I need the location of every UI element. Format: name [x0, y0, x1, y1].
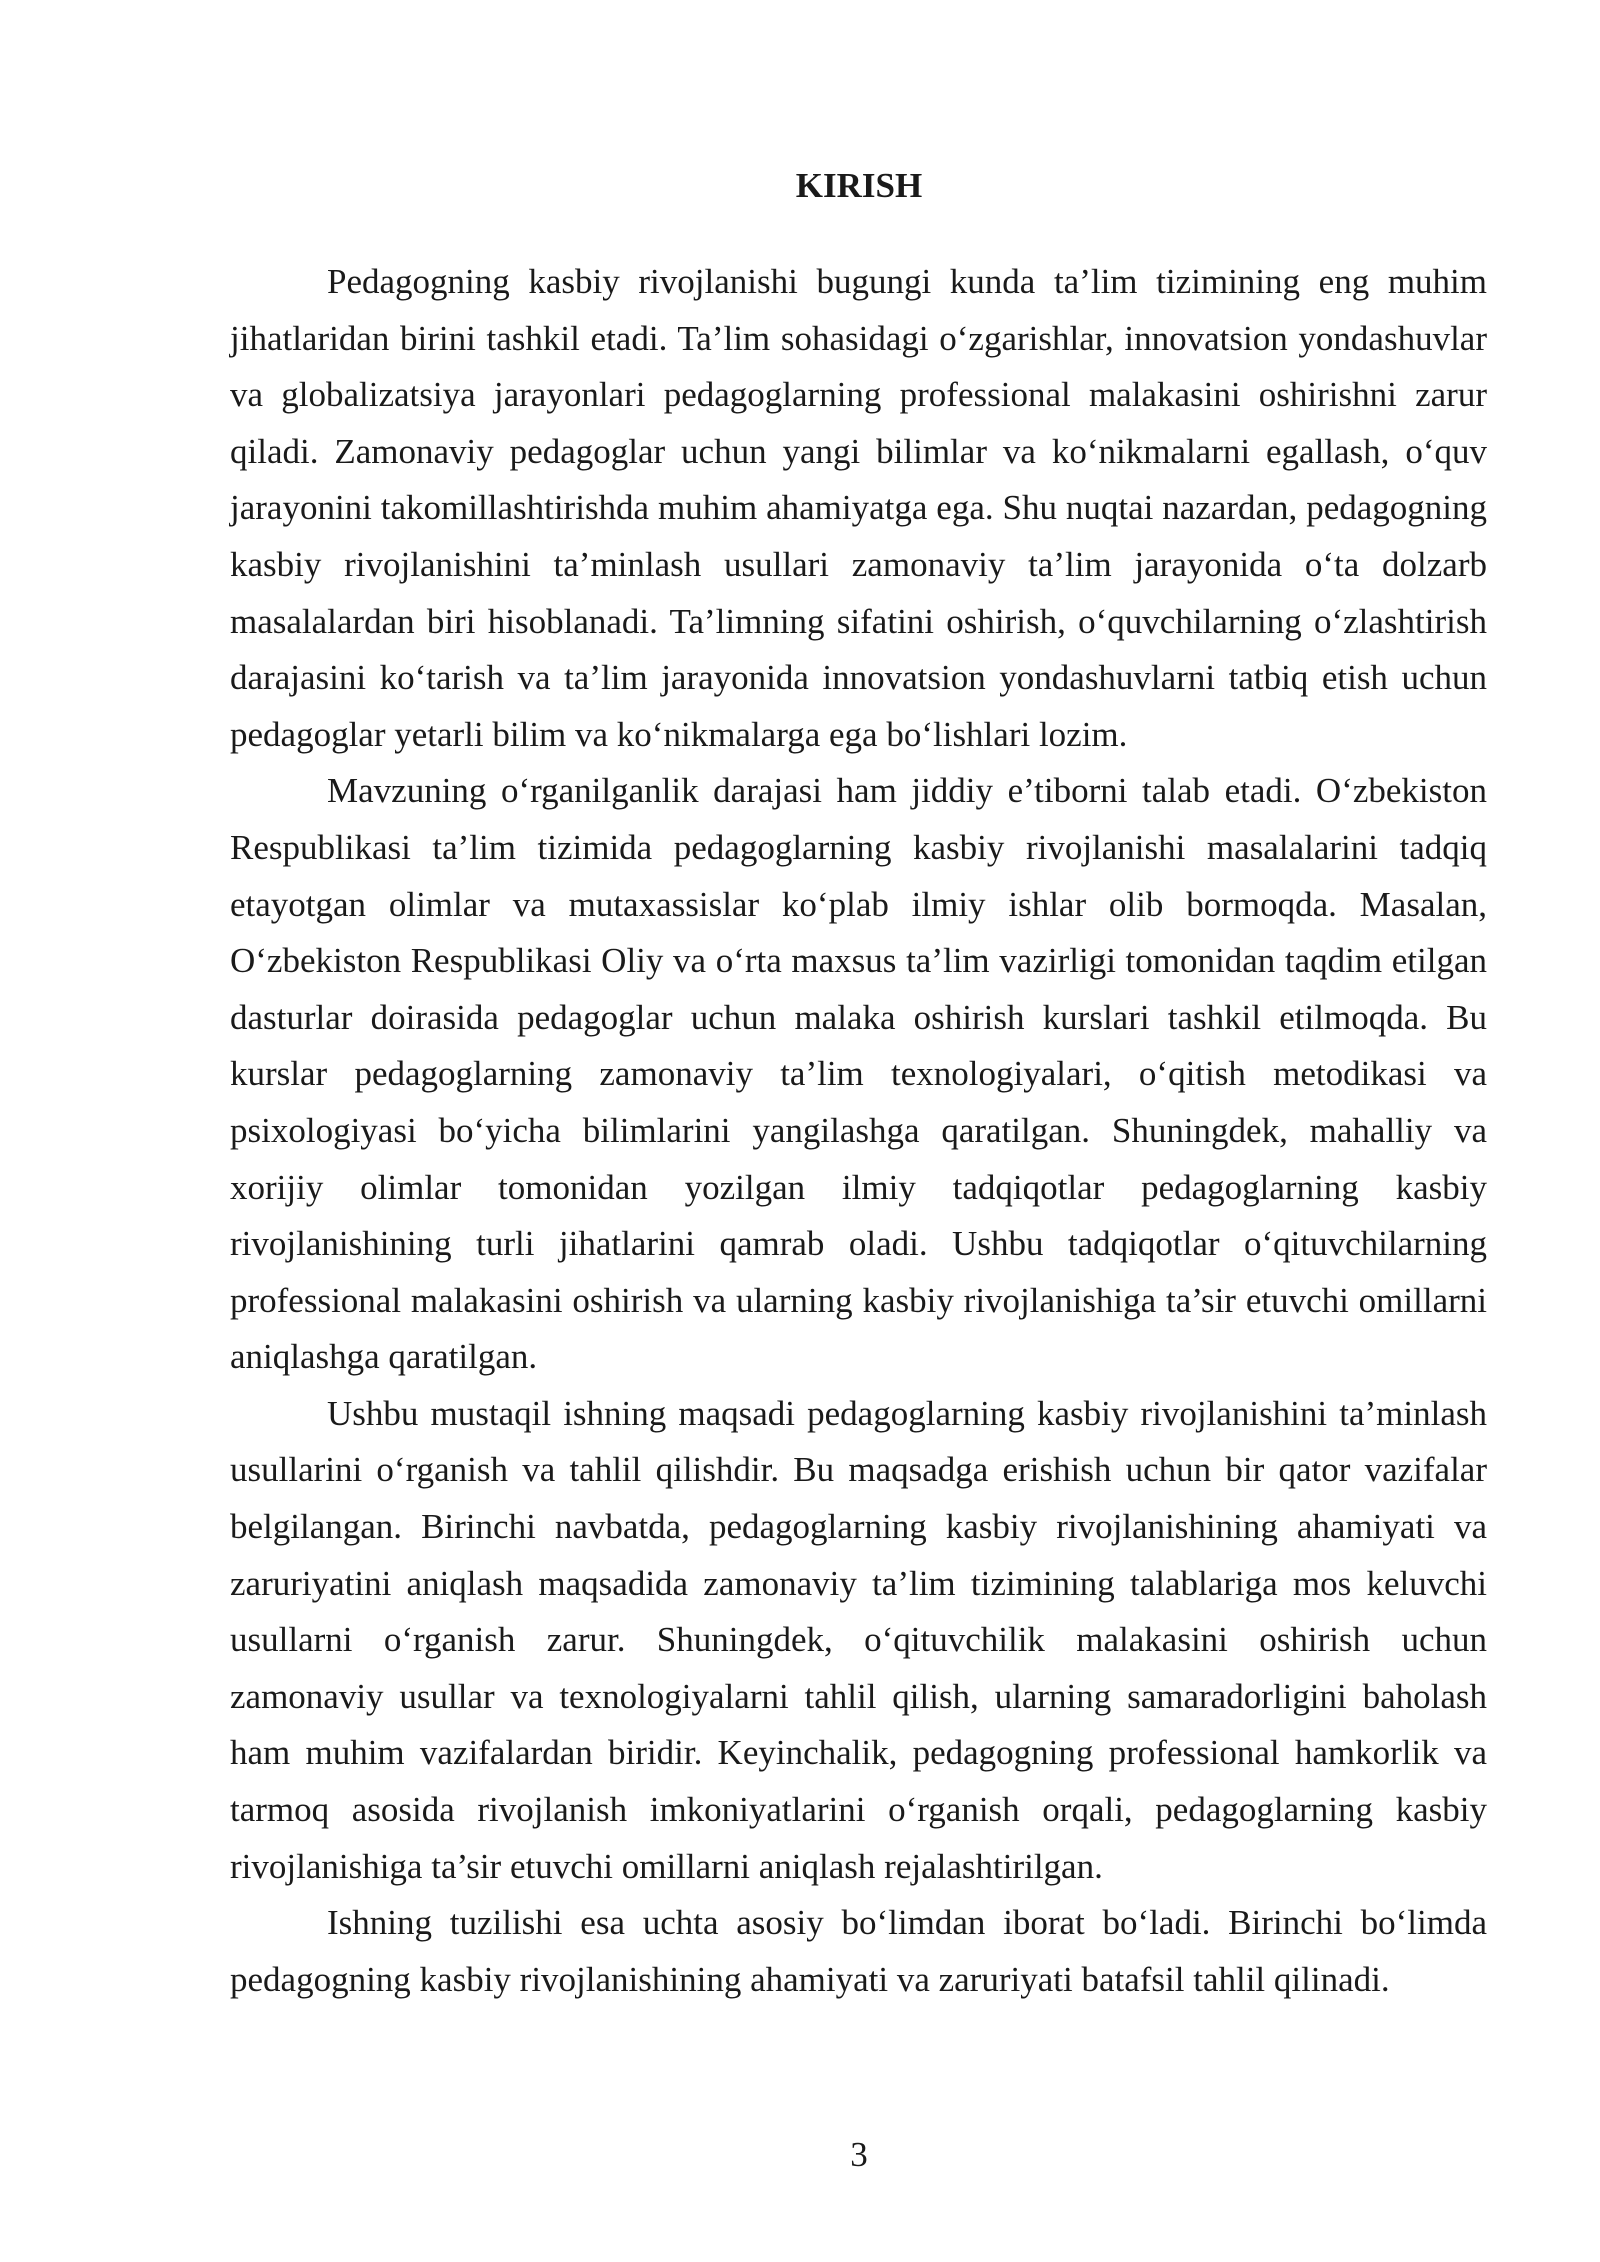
paragraph-study-level: Mavzuning o‘rganilganlik darajasi ham jiddiy e’tiborni talab etadi. O‘zbekiston Respublikasi ta’lim tizimida pedagoglarning kasbiy rivojlanishi masalalarini tadqiq etayotgan olimlar va mutaxassislar ko‘plab ilmiy ishlar olib bormoqda. Masalan, O‘zbekiston Respublikasi Oliy va o‘rta maxsus ta’lim vazirligi tomonidan taqdim etilgan dasturlar doirasida pedagoglar uchun malaka oshirish kurslari tashkil etilmoqda. Bu kurslar pedagoglarning zamonaviy ta’lim texnologiyalari, o‘qitish metodikasi va psixologiyasi bo‘yicha bilimlarini yangilashga qaratilgan. Shuningdek, mahalliy va xorijiy olimlar tomonidan yozilgan ilmiy tadqiqotlar pedagoglarning kasbiy rivojlanishining turli jihatlarini qamrab oladi. Ushbu tadqiqotlar o‘qituvchilarning professional malakasini oshirish va ularning kasbiy rivojlanishiga ta’sir etuvchi omillarni aniqlashga qaratilgan.: [230, 771, 1487, 1377]
paragraph-introduction: Pedagogning kasbiy rivojlanishi bugungi kunda ta’lim tizimining eng muhim jihatlaridan birini tashkil etadi. Ta’lim sohasidagi o‘zgarishlar, innovatsion yondashuvlar va globalizatsiya jarayonlari pedagoglarning professional malakasini oshirishni zarur qiladi. Zamonaviy pedagoglar uchun yangi bilimlar va ko‘nikmalarni egallash, o‘quv jarayonini takomillashtirishda muhim ahamiyatga ega. Shu nuqtai nazardan, pedagogning kasbiy rivojlanishini ta’minlash usullari zamonaviy ta’lim jarayonida o‘ta dolzarb masalalardan biri hisoblanadi. Ta’limning sifatini oshirish, o‘quvchilarning o‘zlashtirish darajasini ko‘tarish va ta’lim jarayonida innovatsion yondashuvlarni tatbiq etish uchun pedagoglar yetarli bilim va ko‘nikmalarga ega bo‘lishlari lozim.: [230, 262, 1487, 754]
paragraph-aim: Ushbu mustaqil ishning maqsadi pedagoglarning kasbiy rivojlanishini ta’minlash usullarini o‘rganish va tahlil qilishdir. Bu maqsadga erishish uchun bir qator vazifalar belgilangan. Birinchi navbatda, pedagoglarning kasbiy rivojlanishining ahamiyati va zaruriyatini aniqlash maqsadida zamonaviy ta’lim tizimining talablariga mos keluvchi usullarni o‘rganish zarur. Shuningdek, o‘qituvchilik malakasini oshirish uchun zamonaviy usullar va texnologiyalarni tahlil qilish, ularning samaradorligini baholash ham muhim vazifalardan biridir. Keyinchalik, pedagogning professional hamkorlik va tarmoq asosida rivojlanish imkoniyatlarini o‘rganish orqali, pedagoglarning kasbiy rivojlanishiga ta’sir etuvchi omillarni aniqlash rejalashtirilgan.: [230, 1393, 1487, 1886]
body-text: [230, 254, 1487, 2008]
page-number: 3: [850, 2135, 868, 2174]
paragraph-structure: Ishning tuzilishi esa uchta asosiy bo‘limdan iborat bo‘ladi. Birinchi bo‘limda pedagogning kasbiy rivojlanishining ahamiyati va zaruriyati batafsil tahlil qilinadi.: [230, 1903, 1487, 1999]
section-heading: KIRISH: [795, 166, 923, 205]
